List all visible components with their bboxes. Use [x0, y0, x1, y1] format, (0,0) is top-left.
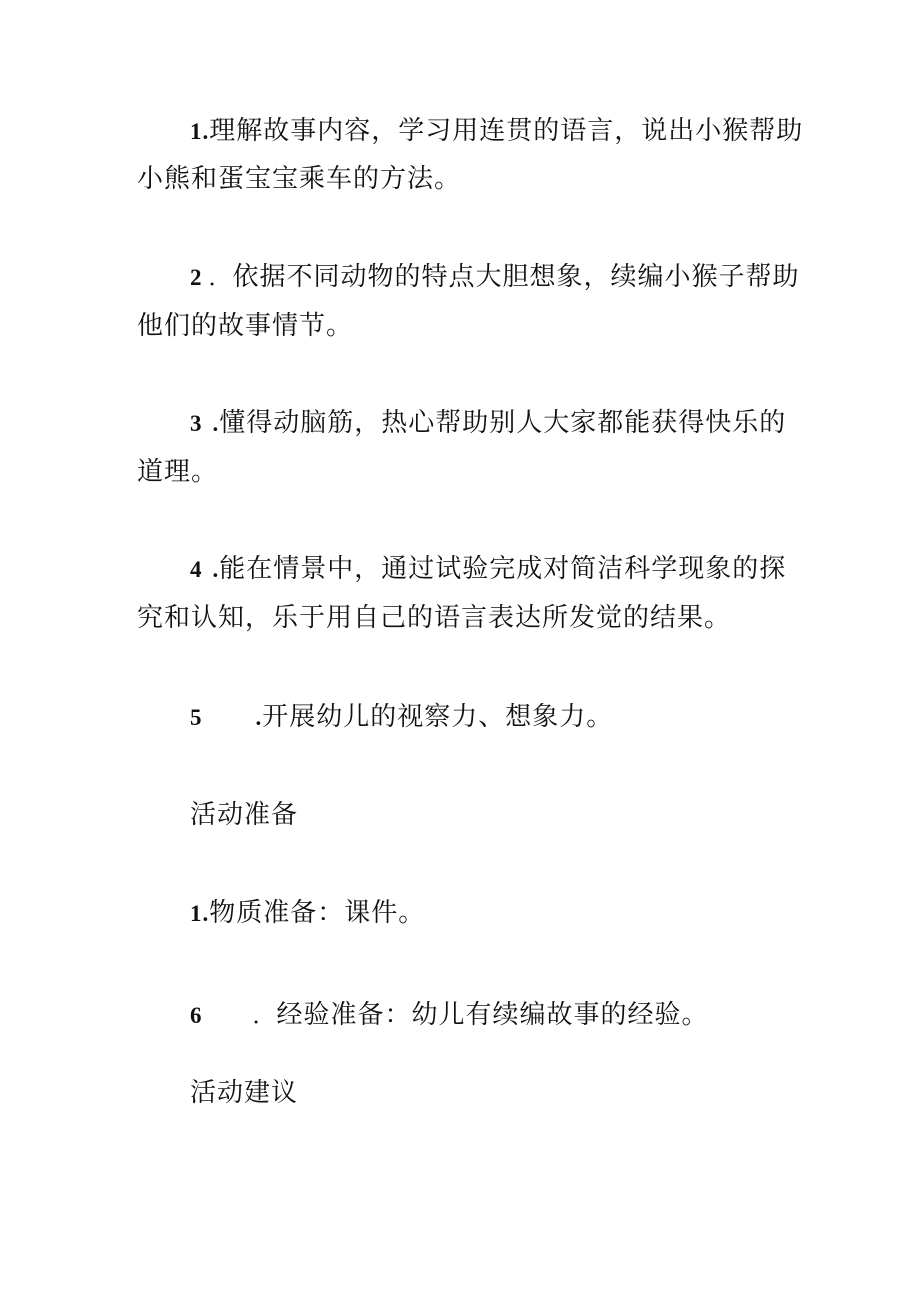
- objective-1-line-2: [137, 164, 461, 194]
- objective-2-line-1: [190, 262, 800, 293]
- objective-1-line-1: [190, 116, 803, 147]
- objective-4-number: 4: [190, 557, 203, 582]
- objective-2-line-2: [137, 311, 353, 341]
- objective-1-text-cont: 小熊和蛋宝宝乘车的方法。: [137, 164, 462, 194]
- preparation-2-number: 6: [190, 1003, 203, 1028]
- preparation-2-text: 经验准备：幼儿有续编故事的经验。: [276, 1000, 709, 1030]
- objective-2-separator: ．: [208, 265, 233, 290]
- section-heading-preparation: 活动准备: [190, 800, 299, 830]
- objective-3-line-1: [190, 408, 786, 439]
- objective-1-number: 1: [190, 119, 203, 144]
- preparation-2-separator: ．: [252, 1003, 277, 1028]
- objective-2-text: 依据不同动物的特点大胆想象，续编小猴子帮助: [232, 262, 800, 292]
- objective-5-line-1: [190, 702, 613, 733]
- objective-3-line-2: [137, 457, 218, 487]
- objective-4-text-cont: 究和认知，乐于用自己的语言表达所发觉的结果。: [137, 603, 732, 633]
- preparation-item-2: [190, 1000, 709, 1031]
- objective-5-text: 开展幼儿的视察力、想象力。: [262, 702, 614, 732]
- objective-1-separator: .: [202, 119, 210, 144]
- objective-3-number: 3: [190, 411, 203, 436]
- objective-5-number: 5: [190, 705, 203, 730]
- preparation-1-text: 物质准备：课件。: [209, 898, 426, 928]
- objective-4-separator: .: [212, 557, 220, 582]
- objective-5-separator: .: [255, 705, 263, 730]
- objective-3-text-cont: 道理。: [137, 457, 219, 487]
- section-heading-suggestions: 活动建议: [190, 1078, 299, 1108]
- objective-4-line-1: [190, 554, 786, 585]
- objective-4-line-2: [137, 603, 731, 633]
- objective-2-number: 2: [190, 265, 203, 290]
- preparation-item-1: [190, 898, 425, 929]
- preparation-1-number: 1: [190, 901, 203, 926]
- preparation-1-separator: .: [202, 901, 210, 926]
- objective-1-text: 理解故事内容，学习用连贯的语言，说出小猴帮助: [209, 116, 804, 146]
- objective-2-text-cont: 他们的故事情节。: [137, 311, 354, 341]
- objective-3-separator: .: [212, 411, 220, 436]
- objective-3-text: 懂得动脑筋，热心帮助别人大家都能获得快乐的: [219, 408, 787, 438]
- objective-4-text: 能在情景中，通过试验完成对简洁科学现象的探: [219, 554, 787, 584]
